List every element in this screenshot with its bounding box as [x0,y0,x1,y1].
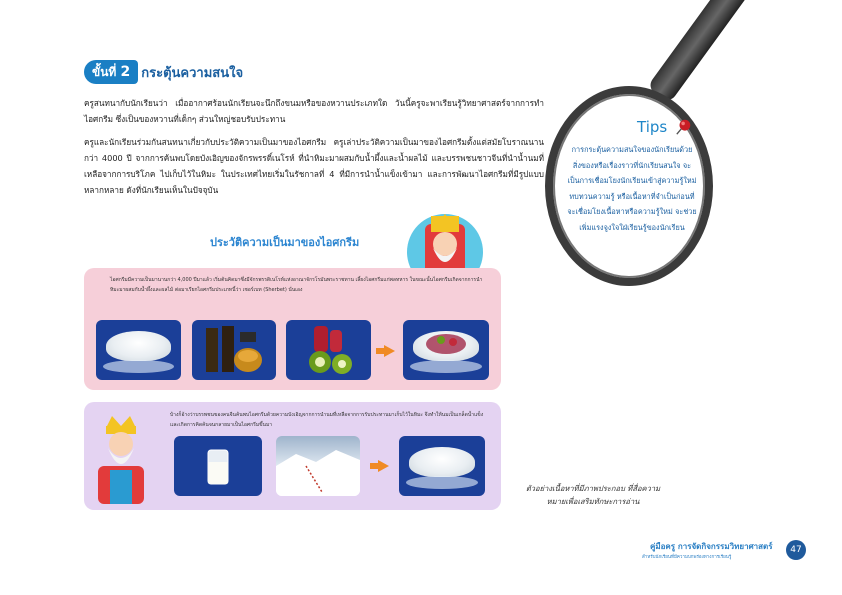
tips-label: Tips [637,118,668,136]
shaved-ice-photo [96,320,181,380]
footer-subtitle: สำหรับนักเรียนที่มีความบกพร่องทางการเรียนรู้ [642,555,732,560]
paragraph-2: ครูและนักเรียนร่วมกันสนทนาเกี่ยวกับประวัติความเป็นมาของไอศกรีม ครูเล่าประวัติความเป็นมาของไอศกรีมตั้งแต่สมัยโบราณนานกว่า 4000 ปี จากการค้นพบโดยบังเอิญของจักรพรรดิ์เนโรห์ ที่นำหิมะมาผสมกับน้ำผึ้งและน้ำผลไม้ และบรรพชนชาวจีนที่นำน้ำนมที่เหลือจากการบริโภค ไปเก็บไว้ในหิมะ ในประเทศไทยเริ่มในรัชกาลที่ 4 ที่มีการนำน้ำแข็งเข้ามา และการพัฒนาไอศกรีมที่มีรูปแบบหลากหลาย ดังที่นักเรียนเห็นในปัจจุบัน [84,137,544,195]
dessert-topping-icon [403,320,489,380]
kiwi-strawberry-icon [286,320,371,380]
snow-mountain-photo [276,436,360,496]
arrow-icon [384,345,395,357]
step-heading [84,60,243,84]
milk-glass-icon [174,436,262,496]
milk-glass-photo [174,436,262,496]
honey-jar-photo [192,320,276,380]
honey-jar-icon [192,320,276,380]
history-panel-2-text: บ้างก็อ้างว่าบรรพชนของคนจีนค้นพบไอศกรีมด้วยความบังเอิญจากการนำนมที่เหลือจากการรับประทานมาเก็บไว้ในหิมะ จึงทำให้นมเป็นเกล็ดน้ำแข็ง และเกิดการคิดค้นจนกลายมาเป็นไอศกรีมขึ้นมา [170,412,484,428]
fruit-photo [286,320,371,380]
step-label: ขั้นที่ [92,65,117,79]
step-badge [84,60,138,84]
arrow-icon [378,460,389,472]
paragraph-1: ครูสนทนากับนักเรียนว่า เมื่ออากาศร้อนนักเรียนจะนึกถึงขนมหรือของหวานประเภทใด วันนี้ครูจะพาเรียนรู้วิทยาศาสตร์จากการทำไอศกรีม ซึ่งเป็นของหวานที่เด็กๆ ส่วนใหญ่ชอบรับประทาน [84,98,544,124]
tips-text: การกระตุ้นความสนใจของนักเรียนด้วยสิ่งของหรือเรื่องราวที่นักเรียนสนใจ จะเป็นการเชื่อมโยงนักเรียนเข้าสู่ความรู้ใหม่ ทบทวนความรู้ หรือเนื้อหาที่จำเป็นก่อนที่จะเชื่อมโยงเนื้อหาหรือความรู้ใหม่ จะช่วยเพิ่มแรงจูงใจใฝ่เรียนรู้ของนักเรียน [567,145,697,232]
page-number: 47 [786,540,806,560]
ice-cream-bowl-photo [399,436,485,496]
king-illustration [90,414,152,506]
magnifier-handle [647,0,758,104]
step-title: กระตุ้นความสนใจ [141,65,244,81]
footer-title: คู่มือครู การจัดกิจกรรมวิทยาศาสตร์ [650,542,773,551]
step-number: 2 [120,64,131,80]
ice-dessert-photo [403,320,489,380]
history-panel-1-text: ไอศกรีมมีความเป็นมานานกว่า 4,000 ปีมาแล้ว เริ่มต้นคิดมาซึ่งมีจักรพรรดิเนโรห์แห่งอาณาจักรโรมันพระราชทาน เลี้ยงไอศกรีมแก่พลทหาร ในขณะนั้นไอศกรีมเกิดจากการนำหิมะมาผสมกับน้ำผึ้งและผลไม้ ต่อมาเรียกไอศกรีมประเภทนี้ว่า เชอร์เบท (Sherbet) นั่นเอง [110,277,483,293]
figure-caption: ตัวอย่างเนื้อหาที่มีภาพประกอบ ที่สื่อความหมายเพื่อเสริมทักษะการอ่าน [525,484,661,506]
snow-fence-icon [276,436,360,496]
pushpin-icon [675,118,693,136]
infographic-title: ประวัติความเป็นมาของไอศกรีม [210,236,360,249]
